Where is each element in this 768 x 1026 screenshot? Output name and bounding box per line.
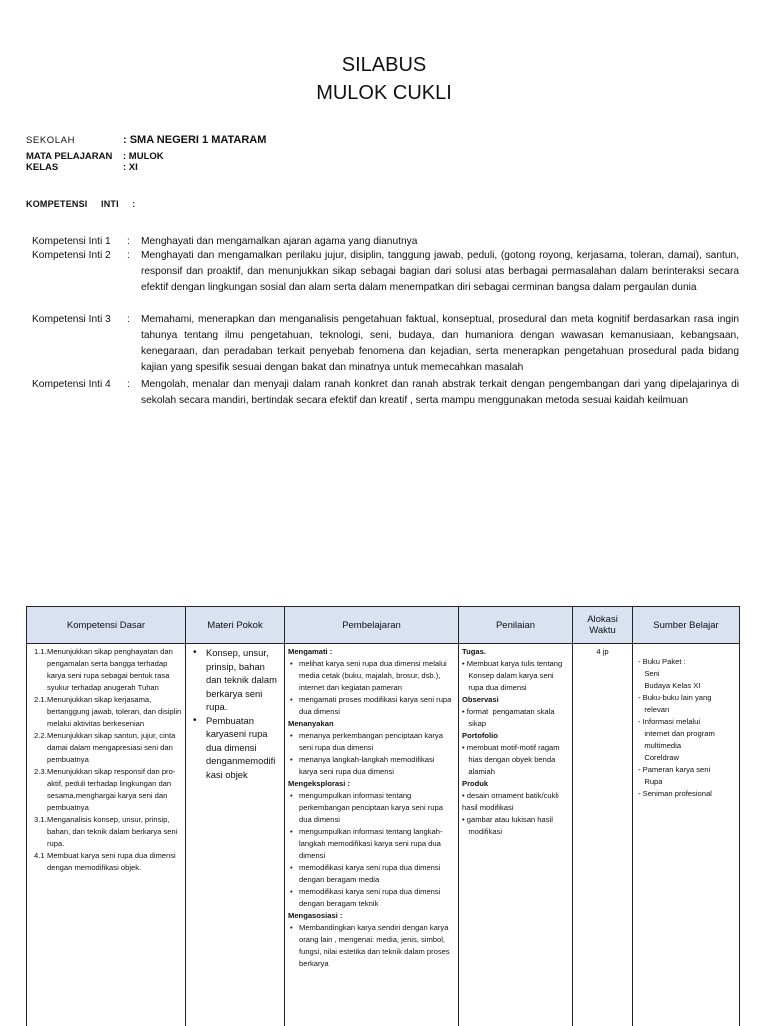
kd-item [30, 814, 182, 850]
ki-label: Kompetensi Inti 4 [32, 377, 111, 393]
penilaian-line: hias dengan obyek benda [462, 754, 569, 766]
pembelajaran-item: • mengumpulkan informasi tentang perkembangan penciptaan karya seni rupa dua dimensi [288, 790, 455, 826]
penilaian-heading: Portofolio [462, 730, 569, 742]
pembelajaran-item: • memodifikasi karya seni rupa dua dimensi dengan beragam media [288, 862, 455, 886]
pembelajaran-heading: Mengasosiasi : [288, 910, 455, 922]
ki-heading: KOMPETENSI INTI : [26, 199, 136, 209]
document-subtitle: MULOK CUKLI [0, 82, 768, 105]
penilaian-heading: Observasi [462, 694, 569, 706]
ki-colon: : [127, 377, 130, 393]
penilaian-line: modifikasi [462, 826, 569, 838]
kd-item [30, 766, 182, 814]
kd-text: Menunjukkan sikap kerjasama, bertanggung jawab, toleran, dan disiplin melalui aktivitas berkesenian [47, 695, 181, 728]
pembelajaran-heading: Menanyakan [288, 718, 455, 730]
kd-number: 2.3. [34, 766, 47, 778]
kd-text: Menunjukkan sikap penghayatan dan pengamalan serta bangga terhadap karya seni rupa sebagai bentuk rasa syukur terhadap anugerah Tuhan [47, 647, 173, 692]
materi-item: • Konsep, unsur, prinsip, bahan dan teknik dalam berkarya seni rupa. [189, 646, 281, 714]
ki-text: Menghayati dan mengamalkan ajaran agama yang dianutnya [141, 234, 739, 250]
sumber-item: relevan [636, 704, 736, 716]
header-materi-pokok: Materi Pokok [186, 607, 285, 644]
penilaian-line: sikap [462, 718, 569, 730]
cell-materi-pokok [186, 644, 285, 1026]
pembelajaran-list [288, 730, 455, 778]
kd-text: Membuat karya seni rupa dua dimensi dengan memodifikasi objek. [47, 851, 176, 872]
kd-number: 2.1. [34, 694, 47, 706]
kd-item [30, 850, 182, 874]
sumber-list [636, 656, 736, 800]
kd-item [30, 730, 182, 766]
pembelajaran-heading: Mengamati : [288, 646, 455, 658]
ki-colon: : [127, 234, 130, 250]
sumber-item: - Seniman profesional [636, 788, 736, 800]
sumber-item: Coreldraw [636, 752, 736, 764]
ki-label: Kompetensi Inti 1 [32, 234, 111, 250]
table-row [27, 644, 740, 1026]
ki-label: Kompetensi Inti 3 [32, 312, 111, 328]
kd-number: 4.1 [34, 850, 45, 862]
ki-label: Kompetensi Inti 2 [32, 248, 111, 264]
pembelajaran-list [288, 922, 455, 970]
pembelajaran-item: • menanya langkah-langkah memodifikasi karya seni rupa dua dimensi [288, 754, 455, 778]
penilaian-heading: Tugas. [462, 646, 569, 658]
penilaian-line: Konsep dalam karya seni [462, 670, 569, 682]
pembelajaran-item: • menanya perkembangan penciptaan karya seni rupa dua dimensi [288, 730, 455, 754]
penilaian-heading: Produk [462, 778, 569, 790]
pembelajaran-heading: Mengeksplorasi : [288, 778, 455, 790]
document-title: SILABUS [0, 54, 768, 77]
kd-number: 3.1. [34, 814, 47, 826]
materi-item: • Pembuatan karyaseni rupa dua dimensi denganmemodifi kasi objek [189, 714, 281, 782]
cell-alokasi-waktu: 4 jp [573, 644, 633, 1026]
sumber-item: - Buku-buku lain yang [636, 692, 736, 704]
kd-item [30, 646, 182, 694]
mapel-label: MATA PELAJARAN [26, 151, 112, 163]
pembelajaran-item: • mengumpulkan informasi tentang langkah-langkah memodifikasi karya seni rupa dua dimensi [288, 826, 455, 862]
ki-text: Memahami, menerapkan dan menganalisis pengetahuan faktual, konseptual, prosedural dan meta kognitif berdasarkan rasa ingin tahunya tentang ilmu pengetahuan, teknologi, seni, budaya, dan humaniora dengan wawasan kemanusiaan, kebangsaan, kenegaraan, dan peradaban terkait penyebab fenomena dan kejadian, serta menerapkan pengetahuan prosedural pada bidang kajian yang spesifik sesuai dengan bakat dan minatnya untuk memecahkan masalah [141, 312, 739, 376]
sumber-item: Seni [636, 668, 736, 680]
ki-text: Menghayati dan mengamalkan perilaku jujur, disiplin, tanggung jawab, peduli, (gotong royong, kerjasama, toleran, damai), santun, responsif dan proaktif, dan menunjukkan sikap sebagai bagian dari solusi atas berbagai permasalahan dalam berinteraksi secara efektif dengan lingkungan sosial dan alam serta dalam menempatkan diri sebagai cerminan bangsa dalam pergaulan dunia [141, 248, 739, 296]
kd-number: 2.2. [34, 730, 47, 742]
kd-text: Menunjukkan sikap responsif dan pro-aktif, peduli terhadap lingkungan dan sesama,menghargai karya seni dan pembuatnya [47, 767, 175, 812]
sumber-item: Rupa [636, 776, 736, 788]
penilaian-line: • desain ornament batik/cukli hasil modifikasi [462, 790, 569, 814]
penilaian-line: alamiah [462, 766, 569, 778]
header-pembelajaran: Pembelajaran [285, 607, 459, 644]
kd-list [30, 646, 182, 874]
penilaian-line: • membuat motif-motif ragam [462, 742, 569, 754]
pembelajaran-list [288, 658, 455, 718]
kelas-label: KELAS [26, 162, 58, 174]
header-penilaian: Penilaian [459, 607, 573, 644]
cell-penilaian [459, 644, 573, 1026]
sekolah-value: : SMA NEGERI 1 MATARAM [123, 134, 266, 146]
pembelajaran-item: • Membandingkan karya sendiri dengan karya orang lain , mengenai: media, jenis, simbol, fungsi, nilai estetika dan teknik dalam proses berkarya [288, 922, 455, 970]
sekolah-label: SEKOLAH [26, 135, 75, 147]
table-header-row [27, 607, 740, 644]
sumber-item: multimedia [636, 740, 736, 752]
mapel-value: : MULOK [123, 151, 164, 163]
penilaian-line: rupa dua dimensi [462, 682, 569, 694]
sumber-item: - Buku Paket : [636, 656, 736, 668]
pembelajaran-item: • melihat karya seni rupa dua dimensi melalui media cetak (buku, majalah, brosur, dsb.), internet dan kegiatan pameran [288, 658, 455, 694]
materi-list [189, 646, 281, 781]
kd-item [30, 694, 182, 730]
syllabus-table [26, 606, 740, 1026]
kd-number: 1.1. [34, 646, 47, 658]
pembelajaran-list [288, 790, 455, 910]
cell-sumber-belajar [633, 644, 740, 1026]
sumber-item: - Pameran karya seni [636, 764, 736, 776]
cell-pembelajaran [285, 644, 459, 1026]
sumber-item: internet dan program [636, 728, 736, 740]
ki-colon: : [127, 248, 130, 264]
penilaian-line: • Membuat karya tulis tentang [462, 658, 569, 670]
kd-text: Menganalisis konsep, unsur, prinsip, bahan, dan teknik dalam berkarya seni rupa. [47, 815, 177, 848]
penilaian-line: • gambar atau lukisan hasil [462, 814, 569, 826]
pembelajaran-item: • memodifikasi karya seni rupa dua dimensi dengan beragam teknik [288, 886, 455, 910]
sumber-item: - Informasi melalui [636, 716, 736, 728]
kelas-value: : XI [123, 162, 138, 174]
header-kompetensi-dasar: Kompetensi Dasar [27, 607, 186, 644]
pembelajaran-item: • mengamati proses modifikasi karya seni rupa dua dimensi [288, 694, 455, 718]
ki-text: Mengolah, menalar dan menyaji dalam ranah konkret dan ranah abstrak terkait dengan pengembangan dari yang dipelajarinya di sekolah secara mandiri, bertindak secara efektif dan kreatif , serta mampu menggunakan metoda sesuai kaidah keilmuan [141, 377, 739, 409]
sumber-item: Budaya Kelas XI [636, 680, 736, 692]
penilaian-line: • format pengamatan skala [462, 706, 569, 718]
cell-kompetensi-dasar [27, 644, 186, 1026]
header-alokasi-waktu: Alokasi Waktu [573, 607, 633, 644]
kd-text: Menunjukkan sikap santun, jujur, cinta damai dalam mengapresiasi seni dan pembuatnya [47, 731, 175, 764]
header-sumber-belajar: Sumber Belajar [633, 607, 740, 644]
ki-colon: : [127, 312, 130, 328]
